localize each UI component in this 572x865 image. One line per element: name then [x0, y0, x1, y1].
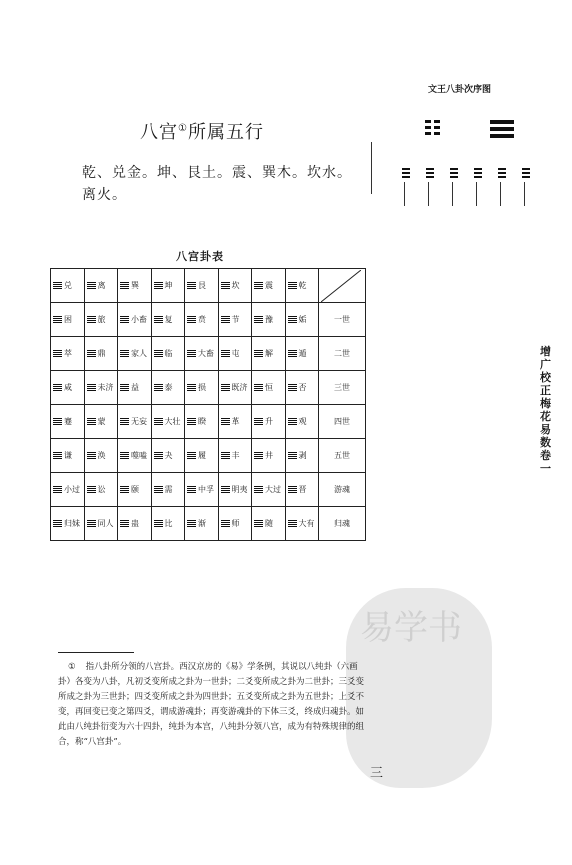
- hexagram-icon: [87, 384, 96, 391]
- hexagram-icon: [154, 418, 163, 425]
- shi-label: 游魂: [319, 473, 366, 507]
- hexagram-name: 贲: [198, 315, 206, 324]
- hexagram-cell: [218, 507, 252, 541]
- hexagram-name: 未济: [97, 383, 114, 392]
- hexagram-cell: [118, 439, 152, 473]
- hexagram-name: 益: [131, 383, 139, 392]
- table-row: [51, 269, 366, 303]
- hexagram-name: 困: [64, 315, 72, 324]
- hexagram-icon: [53, 452, 62, 459]
- hexagram-cell: [118, 405, 152, 439]
- hexagram-cell: [252, 371, 286, 405]
- hexagram-name: 无妄: [131, 417, 147, 426]
- divider: [371, 142, 372, 194]
- hexagram-cell: [151, 439, 185, 473]
- hexagram-icon: [154, 316, 163, 323]
- hexagram-icon: [254, 418, 263, 425]
- hexagram-cell: [185, 405, 219, 439]
- hexagram-name: 损: [198, 383, 206, 392]
- hexagram-icon: [254, 350, 263, 357]
- hexagram-icon: [154, 384, 163, 391]
- hexagram-icon: [53, 282, 62, 289]
- hexagram-cell: [151, 507, 185, 541]
- hexagram-icon: [187, 350, 196, 357]
- hexagram-cell: [118, 337, 152, 371]
- hexagram-icon: [288, 316, 297, 323]
- hexagram-name: 中孚: [198, 485, 214, 494]
- shi-label: 三世: [319, 371, 366, 405]
- hexagram-icon: [254, 282, 263, 289]
- child-trigrams-icon: [402, 168, 530, 178]
- hexagram-cell: [252, 405, 286, 439]
- hexagram-name: 小过: [64, 485, 80, 494]
- hexagram-name: 解: [265, 349, 273, 358]
- hexagram-cell: [84, 337, 118, 371]
- hexagram-cell: [185, 337, 219, 371]
- hexagram-icon: [221, 452, 230, 459]
- hexagram-cell: [285, 303, 319, 337]
- hexagram-icon: [288, 418, 297, 425]
- hexagram-icon: [87, 418, 96, 425]
- hexagram-name: 蒙: [97, 417, 106, 426]
- hexagram-cell: [285, 371, 319, 405]
- table-row: [51, 439, 366, 473]
- hexagram-cell: [185, 439, 219, 473]
- hexagram-cell: [218, 269, 252, 303]
- hexagram-name: 蛊: [131, 519, 139, 528]
- hexagram-icon: [187, 486, 196, 493]
- hexagram-name: 恒: [265, 383, 273, 392]
- hexagram-icon: [87, 282, 96, 289]
- hexagram-icon: [87, 520, 96, 527]
- hexagram-name: 旅: [97, 315, 106, 324]
- table-row: [51, 371, 366, 405]
- hexagram-icon: [53, 486, 62, 493]
- hexagram-name: 屯: [231, 349, 240, 358]
- hexagram-icon: [288, 384, 297, 391]
- hexagram-name: 萃: [64, 349, 72, 358]
- hexagram-cell: [185, 371, 219, 405]
- hexagram-name: 大壮: [164, 417, 181, 426]
- hexagram-cell: [252, 507, 286, 541]
- hexagram-name: 升: [265, 417, 273, 426]
- hexagram-icon: [53, 520, 62, 527]
- hexagram-cell: [118, 371, 152, 405]
- footnote-mark: ①: [68, 662, 76, 672]
- hexagram-icon: [254, 316, 263, 323]
- hexagram-cell: [185, 473, 219, 507]
- hexagram-name: 需: [164, 485, 173, 494]
- hexagram-cell: [218, 337, 252, 371]
- hexagram-name: 鼎: [97, 349, 106, 358]
- hexagram-cell: [285, 337, 319, 371]
- hexagram-cell: [185, 507, 219, 541]
- hexagram-name: 豫: [265, 315, 273, 324]
- hexagram-icon: [187, 520, 196, 527]
- hexagram-icon: [120, 384, 129, 391]
- hexagram-icon: [87, 452, 96, 459]
- diagonal-line-icon: [321, 270, 361, 302]
- hexagram-cell: [285, 507, 319, 541]
- hexagram-cell: [151, 371, 185, 405]
- shi-label: 五世: [319, 439, 366, 473]
- hexagram-icon: [288, 486, 297, 493]
- hexagram-cell: [151, 337, 185, 371]
- watermark-stamp: [346, 588, 492, 788]
- hexagram-name: 坤: [164, 281, 173, 290]
- hexagram-cell: [51, 405, 85, 439]
- hexagram-name: 艮: [198, 281, 206, 290]
- hexagram-name: 既济: [231, 383, 248, 392]
- hexagram-cell: [84, 371, 118, 405]
- table-row: [51, 473, 366, 507]
- hexagram-cell: [151, 473, 185, 507]
- hexagram-cell: [51, 507, 85, 541]
- hexagram-cell: [252, 473, 286, 507]
- hexagram-icon: [187, 316, 196, 323]
- hexagram-icon: [221, 384, 230, 391]
- table-row: [51, 337, 366, 371]
- hexagram-cell: [118, 507, 152, 541]
- hexagram-icon: [187, 384, 196, 391]
- hexagram-cell: [218, 405, 252, 439]
- hexagram-cell: [51, 337, 85, 371]
- hexagram-cell: [151, 303, 185, 337]
- shi-label: 四世: [319, 405, 366, 439]
- hexagram-name: 明夷: [231, 485, 248, 494]
- hexagram-name: 家人: [131, 349, 147, 358]
- hexagram-name: 颐: [131, 485, 139, 494]
- hexagram-cell: [118, 269, 152, 303]
- hexagram-cell: [151, 405, 185, 439]
- hexagram-icon: [154, 486, 163, 493]
- hexagram-name: 否: [298, 383, 307, 392]
- hexagram-cell: [185, 269, 219, 303]
- corner-cell: [319, 269, 366, 303]
- hexagram-name: 剥: [298, 451, 307, 460]
- hexagram-cell: [285, 269, 319, 303]
- hexagram-name: 师: [231, 519, 240, 528]
- shi-label: 二世: [319, 337, 366, 371]
- hexagram-icon: [221, 418, 230, 425]
- page-title: [140, 118, 264, 144]
- hexagram-icon: [120, 316, 129, 323]
- shi-label: 一世: [319, 303, 366, 337]
- hexagram-icon: [187, 452, 196, 459]
- hexagram-name: 小畜: [131, 315, 147, 324]
- hexagram-cell: [84, 439, 118, 473]
- hexagram-name: 蹇: [64, 417, 72, 426]
- hexagram-icon: [254, 452, 263, 459]
- hexagram-name: 晋: [298, 485, 307, 494]
- intro-paragraph: 乾、兑金。坤、艮土。震、巽木。坎水。离火。: [82, 165, 352, 203]
- hexagram-cell: [51, 473, 85, 507]
- hexagram-name: 坎: [231, 281, 240, 290]
- hexagram-icon: [221, 282, 230, 289]
- hexagram-cell: [185, 303, 219, 337]
- hexagram-name: 涣: [97, 451, 106, 460]
- hexagram-name: 大有: [298, 519, 315, 528]
- hexagram-cell: [84, 303, 118, 337]
- hexagram-name: 归妹: [64, 519, 80, 528]
- table-title: 八宫卦表: [176, 250, 224, 263]
- hexagram-name: 离: [97, 281, 106, 290]
- stamp-text: 易学书: [360, 608, 462, 648]
- hexagram-name: 丰: [231, 451, 240, 460]
- hexagram-icon: [187, 418, 196, 425]
- hexagram-icon: [154, 452, 163, 459]
- hexagram-icon: [254, 520, 263, 527]
- footnote: [58, 660, 364, 750]
- hexagram-name: 泰: [164, 383, 173, 392]
- hexagram-name: 噬嗑: [131, 451, 147, 460]
- footnote-ref[interactable]: ①: [178, 123, 188, 134]
- hexagram-icon: [120, 282, 129, 289]
- hexagram-name: 大过: [265, 485, 281, 494]
- hexagram-icon: [288, 282, 297, 289]
- wenwang-diagram: [395, 98, 545, 213]
- hexagram-cell: [285, 473, 319, 507]
- kun-trigram-icon: [425, 120, 440, 135]
- hexagram-name: 同人: [97, 519, 114, 528]
- hexagram-name: 比: [164, 519, 173, 528]
- hexagram-icon: [120, 520, 129, 527]
- hexagram-cell: [84, 269, 118, 303]
- hexagram-icon: [154, 282, 163, 289]
- hexagram-cell: [285, 405, 319, 439]
- hexagram-icon: [221, 350, 230, 357]
- hexagram-icon: [221, 520, 230, 527]
- page-number: 三: [370, 766, 384, 781]
- hexagram-cell: [84, 473, 118, 507]
- diagram-svg: [395, 98, 545, 213]
- hexagram-name: 观: [298, 417, 307, 426]
- hexagram-name: 巽: [131, 281, 139, 290]
- hexagram-icon: [87, 486, 96, 493]
- hexagram-cell: [51, 371, 85, 405]
- hexagram-icon: [53, 316, 62, 323]
- hexagram-cell: [51, 269, 85, 303]
- hexagram-icon: [154, 350, 163, 357]
- hexagram-name: 井: [265, 451, 273, 460]
- hexagram-name: 咸: [64, 383, 72, 392]
- qian-trigram-icon: [490, 120, 514, 138]
- hexagram-icon: [53, 418, 62, 425]
- hexagram-icon: [53, 384, 62, 391]
- hexagram-icon: [120, 486, 129, 493]
- side-book-title: 增广校正梅花易数卷一: [540, 345, 551, 475]
- hexagram-name: 震: [265, 281, 273, 290]
- hexagram-icon: [221, 486, 230, 493]
- hexagram-icon: [288, 452, 297, 459]
- hexagram-name: 临: [164, 349, 173, 358]
- diagram-title: 文王八卦次序图: [428, 85, 492, 95]
- table-row: [51, 303, 366, 337]
- hexagram-icon: [154, 520, 163, 527]
- hexagram-name: 姤: [298, 315, 307, 324]
- hexagram-cell: [252, 269, 286, 303]
- hexagram-name: 遁: [298, 349, 307, 358]
- hexagram-icon: [288, 350, 297, 357]
- hexagram-icon: [120, 350, 129, 357]
- hexagram-cell: [151, 269, 185, 303]
- footnote-rule: [58, 652, 134, 653]
- hexagram-icon: [120, 452, 129, 459]
- hexagram-icon: [254, 384, 263, 391]
- hexagram-cell: [218, 303, 252, 337]
- hexagram-icon: [187, 282, 196, 289]
- title-text: 八宫: [140, 122, 178, 143]
- hexagram-icon: [87, 350, 96, 357]
- shi-label: 归魂: [319, 507, 366, 541]
- footnote-text: 指八卦所分领的八宫卦。西汉京房的《易》学条例，其说以八纯卦（六画卦）各变为八卦，凡初爻变所成之卦为一世卦；二爻变所成之卦为二世卦；三爻变所成之卦为三世卦；四爻变所成之卦为四世卦；五爻变所成之卦为五世卦；上爻不变，再回变已变之第四爻，谓成游魂卦；再变游魂卦的下体三爻，终成归魂卦。如此由八纯卦衍变为六十四卦，纯卦为本宫，八纯卦分领八宫，成为有特殊规律的组合，称“八宫卦”。: [58, 662, 365, 747]
- hexagram-cell: [285, 439, 319, 473]
- hexagram-name: 夬: [164, 451, 173, 460]
- bagong-table: [50, 268, 366, 541]
- hexagram-name: 谦: [64, 451, 72, 460]
- hexagram-cell: [84, 507, 118, 541]
- hexagram-cell: [218, 371, 252, 405]
- hexagram-cell: [218, 439, 252, 473]
- table-row: [51, 405, 366, 439]
- hexagram-cell: [118, 303, 152, 337]
- hexagram-cell: [84, 405, 118, 439]
- hexagram-cell: [218, 473, 252, 507]
- hexagram-name: 大畜: [198, 349, 214, 358]
- hexagram-name: 渐: [198, 519, 206, 528]
- hexagram-cell: [118, 473, 152, 507]
- hexagram-name: 随: [265, 519, 273, 528]
- hexagram-cell: [252, 337, 286, 371]
- hexagram-icon: [288, 520, 297, 527]
- hexagram-icon: [120, 418, 129, 425]
- hexagram-cell: [252, 439, 286, 473]
- hexagram-name: 履: [198, 451, 206, 460]
- hexagram-name: 睽: [198, 417, 206, 426]
- title-rest: 所属五行: [187, 122, 264, 143]
- hexagram-icon: [87, 316, 96, 323]
- hexagram-cell: [51, 303, 85, 337]
- hexagram-name: 兑: [64, 281, 72, 290]
- hexagram-cell: [51, 439, 85, 473]
- hexagram-name: 复: [164, 315, 173, 324]
- hexagram-icon: [221, 316, 230, 323]
- hexagram-icon: [53, 350, 62, 357]
- hexagram-name: 讼: [97, 485, 106, 494]
- hexagram-icon: [254, 486, 263, 493]
- table-row: [51, 507, 366, 541]
- hexagram-name: 节: [231, 315, 240, 324]
- hexagram-name: 革: [231, 417, 240, 426]
- hexagram-cell: [252, 303, 286, 337]
- hexagram-name: 乾: [298, 281, 307, 290]
